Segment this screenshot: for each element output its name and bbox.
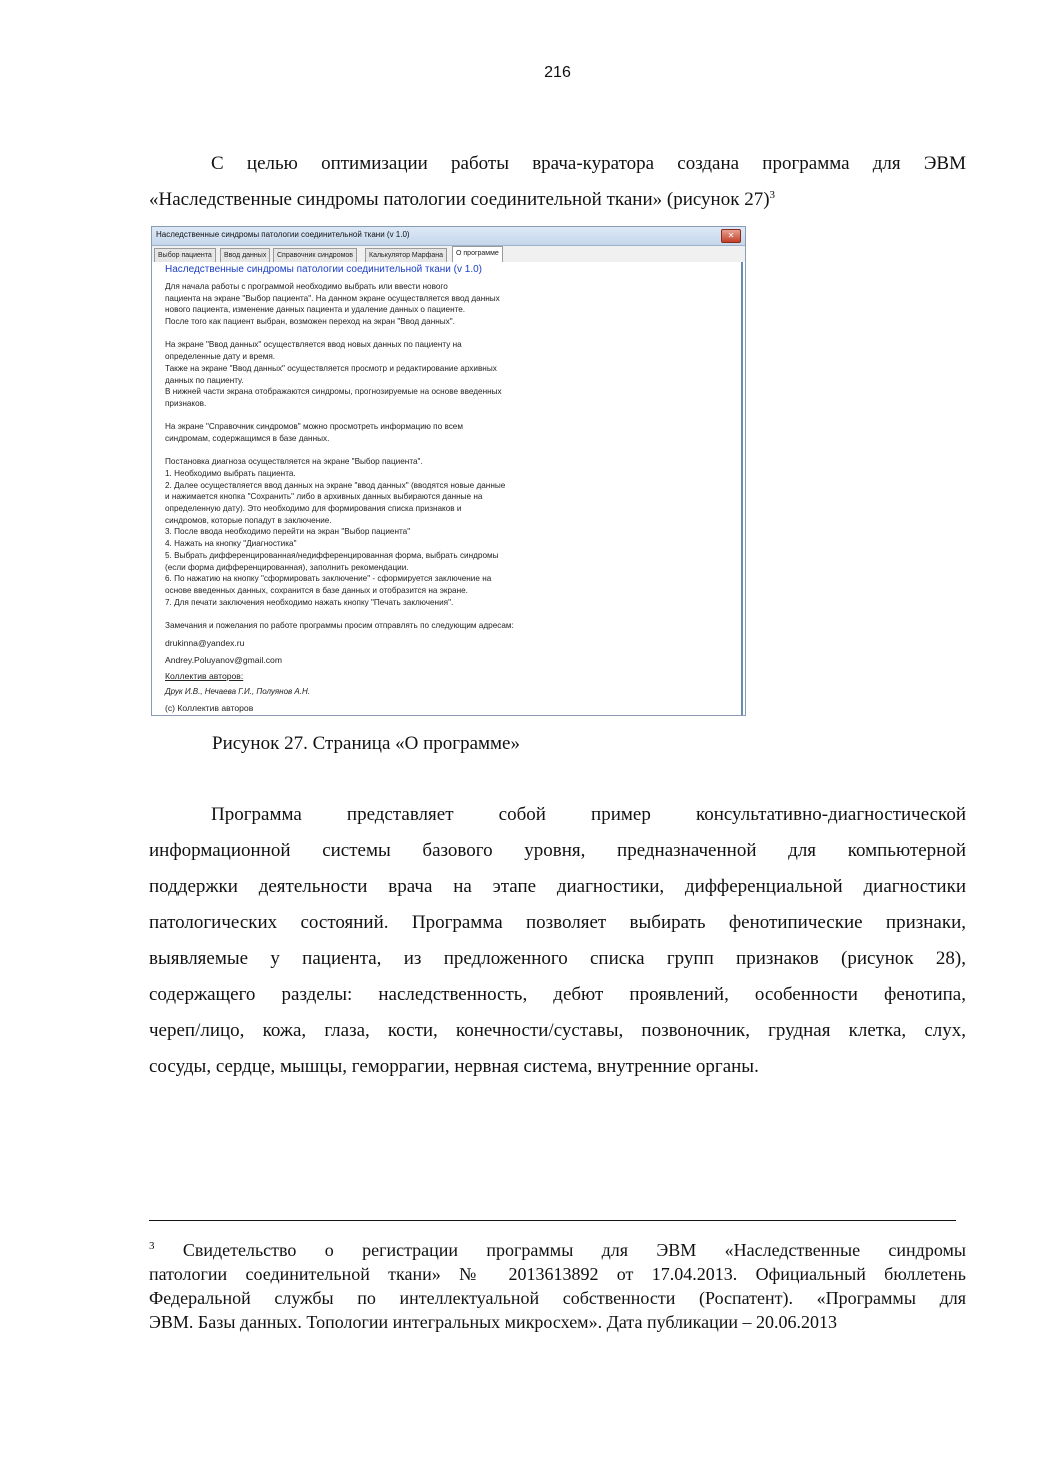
intro-line: С целью оптимизации работы врача-куратора создана программа для ЭВМ [211,153,966,174]
about-text-line: основе введенных данных, сохранится в базе данных и отобразится на экране. [165,585,468,595]
program-screenshot [151,226,746,716]
tab-marfan-calculator[interactable]: Калькулятор Марфана [365,248,447,262]
tab-about[interactable]: О программе [452,246,503,263]
body-line: поддержки деятельности врача на этапе диагностики, дифференциальной диагностики [149,876,966,897]
about-text-line: синдромов, которые попадут в заключение. [165,515,332,525]
footnote-mark: 3 [149,1240,155,1252]
tab-patient-select[interactable]: Выбор пациента [154,248,216,262]
about-text-line: пациента на экране "Выбор пациента". На данном экране осуществляется ввод данных [165,293,500,303]
about-text-line: нового пациента, изменение данных пациента и удаление данных о пациенте. [165,305,466,315]
window-titlebar [152,227,745,246]
copyright: (с) Коллектив авторов [165,703,254,713]
footnote-line: патологии соединительной ткани» № 2013613892 от 17.04.2013. Официальный бюллетень [149,1264,966,1284]
body-line: выявляемые у пациента, из предложенного списка групп признаков (рисунок 28), [149,948,966,969]
about-text-line: данных по пациенту. [165,375,244,385]
intro-paragraph [149,146,966,218]
about-text-line: Также на экране "Ввод данных" осуществляется просмотр и редактирование архивных [165,363,497,373]
about-text-line [165,445,514,457]
about-text-line: синдромам, содержащимся в базе данных. [165,433,330,443]
body-paragraph [149,797,966,1085]
body-line: патологических состояний. Программа позволяет выбирать фенотипические признаки, [149,912,966,933]
about-text-line: 6. По нажатию на кнопку "сформировать заключение" - сформируется заключение на [165,574,492,584]
window-title: Наследственные синдромы патологии соединительной ткани (v 1.0) [156,230,410,239]
about-text-line: На экране "Ввод данных" осуществляется ввод новых данных по пациенту на [165,340,462,350]
footnote-separator [149,1220,956,1221]
about-text-line: (если форма дифференцированная), заполнить рекомендации. [165,562,409,572]
about-text-line: В нижней части экрана отображаются синдромы, прогнозируемые на основе введенных [165,387,502,397]
footnote-line: Федеральной службы по интеллектуальной собственности (Роспатент). «Программы для [149,1288,966,1308]
intro-line-text: «Наследственные синдромы патологии соединительной ткани» (рисунок 27) [149,189,770,210]
body-line: сосуды, сердце, мышцы, геморрагии, нервная система, внутренние органы. [149,1056,759,1077]
about-text-line: 3. После ввода необходимо перейти на экран "Выбор пациента" [165,527,411,537]
intro-line [149,182,966,218]
about-heading: Наследственные синдромы патологии соединительной ткани (v 1.0) [165,264,482,275]
about-text-line: определенную дату). Это необходимо для формирования списка признаков и [165,504,462,514]
footnote-line-text: Свидетельство о регистрации программы для ЭВМ «Наследственные синдромы [182,1240,966,1260]
about-text-line [165,608,514,620]
email-link[interactable]: Andrey.Poluyanov@gmail.com [165,655,282,665]
footnote-ref: 3 [769,189,776,201]
footnote-line [149,1238,966,1262]
close-icon[interactable]: ✕ [721,229,741,243]
about-panel [152,262,745,715]
body-line: череп/лицо, кожа, глаза, кости, конечности/суставы, позвоночник, грудная клетка, слух, [149,1020,966,1041]
body-line: информационной системы базового уровня, предназначенной для компьютерной [149,840,966,861]
about-text-line: На экране "Справочник синдромов" можно просмотреть информацию по всем [165,422,463,432]
footnote [149,1238,966,1334]
body-line: Программа представляет собой пример консультативно-диагностической [211,804,966,825]
about-text-line: Замечания и пожелания по работе программы просим отправлять по следующим адресам: [165,620,514,630]
about-text-line: 5. Выбрать дифференцированная/недифференцированная форма, выбрать синдромы [165,550,499,560]
authors-label: Коллектив авторов: [165,671,244,681]
tab-bar [152,246,745,263]
about-text-line: 7. Для печати заключения необходимо нажать кнопку "Печать заключения". [165,597,454,607]
tab-data-entry[interactable]: Ввод данных [220,248,270,262]
about-text-line: После того как пациент выбран, возможен переход на экран "Ввод данных". [165,317,455,327]
page-number: 216 [544,64,571,81]
about-text-line: Для начала работы с программой необходимо выбрать или ввести нового [165,282,448,291]
about-text-line: 2. Далее осуществляется ввод данных на экране "ввод данных" (вводятся новые данные [165,480,506,490]
about-text-line [165,410,514,422]
about-text-line: 1. Необходимо выбрать пациента. [165,469,296,478]
about-text-line [165,328,514,340]
about-text-line: определенные дату и время. [165,352,276,362]
about-text-line: Постановка диагноза осуществляется на экране "Выбор пациента". [165,457,423,467]
about-text-line: и нажимается кнопка "Сохранить" либо в архивных данных выбираются данные на [165,492,483,502]
email-link[interactable]: drukinna@yandex.ru [165,638,245,648]
figure-caption: Рисунок 27. Страница «О программе» [212,733,520,754]
footnote-line: ЭВМ. Базы данных. Топологии интегральных микросхем». Дата публикации – 20.06.2013 [149,1312,838,1332]
tab-syndrome-reference[interactable]: Справочник синдромов [273,248,357,262]
panel-border [741,262,743,715]
authors-list: Друк И.В., Нечаева Г.И., Полуянов А.Н. [165,687,310,696]
about-text [165,281,514,632]
body-line: содержащего разделы: наследственность, дебют проявлений, особенности фенотипа, [149,984,966,1005]
about-text-line: признаков. [165,398,207,408]
about-text-line: 4. Нажать на кнопку "Диагностика" [165,539,297,549]
